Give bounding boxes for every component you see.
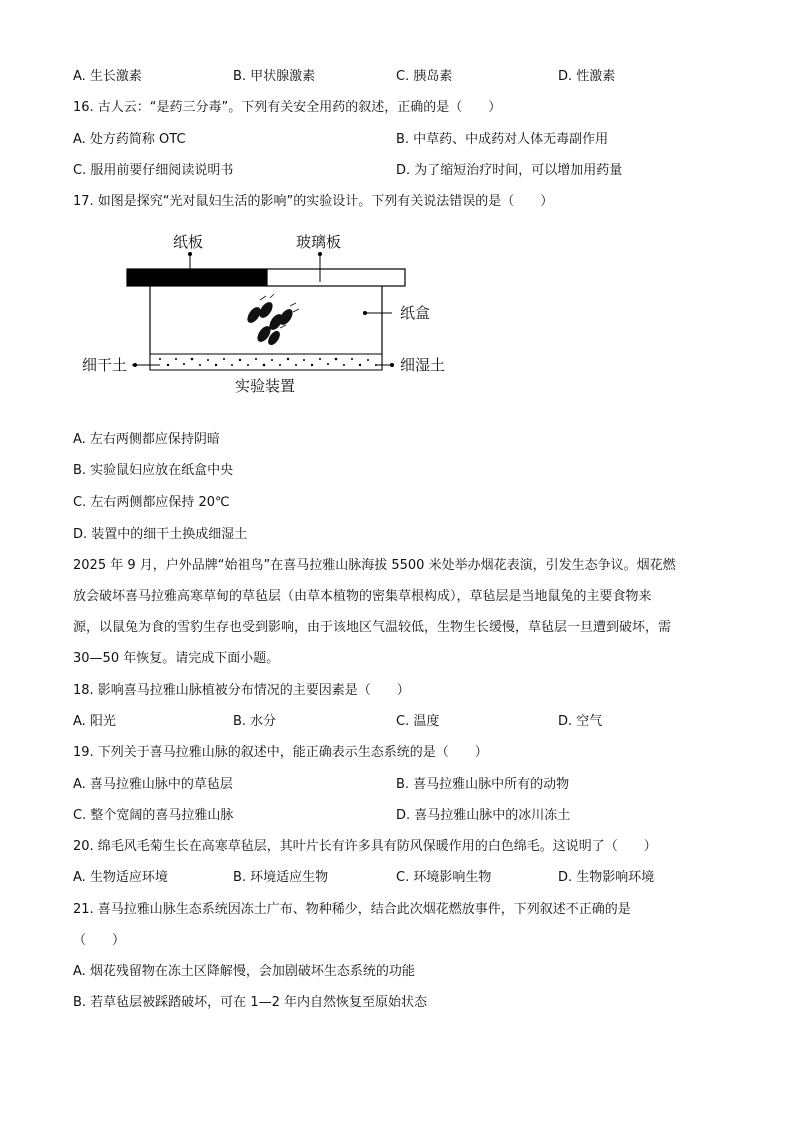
q19-option-a: A. 喜马拉雅山脉中的草毡层 — [73, 777, 233, 792]
q18-option-b: B. 水分 — [233, 714, 277, 729]
q18-stem: 18. 影响喜马拉雅山脉植被分布情况的主要因素是（ ） — [73, 683, 410, 698]
q16-option-c: C. 服用前要仔细阅读说明书 — [73, 163, 234, 178]
q15-option-c: C. 胰岛素 — [396, 69, 453, 84]
figure-caption: 实验装置 — [235, 377, 296, 395]
q17-option-d: D. 装置中的细干土换成细湿土 — [73, 527, 248, 542]
q19-option-b: B. 喜马拉雅山脉中所有的动物 — [396, 777, 570, 792]
q21-stem-continued: （ ） — [73, 933, 126, 948]
passage-line-4: 30—50 年恢复。请完成下面小题。 — [73, 651, 280, 666]
q20-option-a: A. 生物适应环境 — [73, 870, 168, 885]
q20-option-d: D. 生物影响环境 — [558, 870, 655, 885]
q17-option-c: C. 左右两侧都应保持 20℃ — [73, 495, 230, 510]
q15-option-d: D. 性激素 — [558, 69, 616, 84]
glass-board — [267, 269, 405, 286]
label-wet-soil: 细湿土 — [400, 356, 446, 374]
q16-option-d: D. 为了缩短治疗时间，可以增加用药量 — [396, 163, 623, 178]
q16-option-b: B. 中草药、中成药对人体无毒副作用 — [396, 132, 609, 147]
q18-option-a: A. 阳光 — [73, 714, 116, 729]
label-paper-box: 纸盒 — [400, 304, 431, 322]
q16-stem: 16. 古人云：“是药三分毒”。下列有关安全用药的叙述，正确的是（ ） — [73, 100, 502, 115]
soil-layer — [150, 354, 382, 370]
experiment-figure — [80, 228, 460, 400]
q21-option-a: A. 烟花残留物在冻土区降解慢，会加剧破坏生态系统的功能 — [73, 964, 415, 979]
woodlice-group — [245, 294, 299, 347]
q17-stem: 17. 如图是探究“光对鼠妇生活的影响”的实验设计。下列有关说法错误的是（ ） — [73, 194, 554, 209]
q19-stem: 19. 下列关于喜马拉雅山脉的叙述中，能正确表示生态系统的是（ ） — [73, 745, 488, 760]
q17-option-a: A. 左右两侧都应保持阴暗 — [73, 432, 220, 447]
q15-option-b: B. 甲状腺激素 — [233, 69, 316, 84]
q17-option-b: B. 实验鼠妇应放在纸盒中央 — [73, 463, 234, 478]
q20-option-b: B. 环境适应生物 — [233, 870, 329, 885]
passage-line-2: 放会破坏喜马拉雅高寒草甸的草毡层（由草本植物的密集草根构成），草毡层是当地鼠兔的主要食物来 — [73, 589, 652, 604]
passage — [73, 550, 723, 674]
q21-option-b: B. 若草毡层被踩踏破坏，可在 1—2 年内自然恢复至原始状态 — [73, 995, 427, 1010]
passage-line-1: 2025 年 9 月，户外品牌“始祖鸟”在喜马拉雅山脉海拔 5500 米处举办烟花表演，引发生态争议。烟花燃 — [73, 558, 676, 573]
q16-option-a: A. 处方药简称 OTC — [73, 132, 186, 147]
q21-stem: 21. 喜马拉雅山脉生态系统因冻土广布、物种稀少，结合此次烟花燃放事件，下列叙述不正确的是 — [73, 902, 631, 917]
q18-option-c: C. 温度 — [396, 714, 440, 729]
label-glass-board: 玻璃板 — [296, 233, 342, 251]
q19-option-c: C. 整个宽阔的喜马拉雅山脉 — [73, 808, 234, 823]
label-dry-soil: 细干土 — [82, 356, 128, 374]
passage-line-3: 源，以鼠兔为食的雪豹生存也受到影响，由于该地区气温较低，生物生长缓慢，草毡层一旦遭到破坏，需 — [73, 620, 672, 635]
q18-option-d: D. 空气 — [558, 714, 603, 729]
q19-option-d: D. 喜马拉雅山脉中的冰川冻土 — [396, 808, 571, 823]
q15-option-a: A. 生长激素 — [73, 69, 142, 84]
q20-option-c: C. 环境影响生物 — [396, 870, 492, 885]
paper-board — [127, 269, 267, 286]
label-paper-board: 纸板 — [173, 233, 204, 251]
q20-stem: 20. 绵毛风毛菊生长在高寒草毡层，其叶片长有许多具有防风保暖作用的白色绵毛。这说明了（ ） — [73, 839, 657, 854]
